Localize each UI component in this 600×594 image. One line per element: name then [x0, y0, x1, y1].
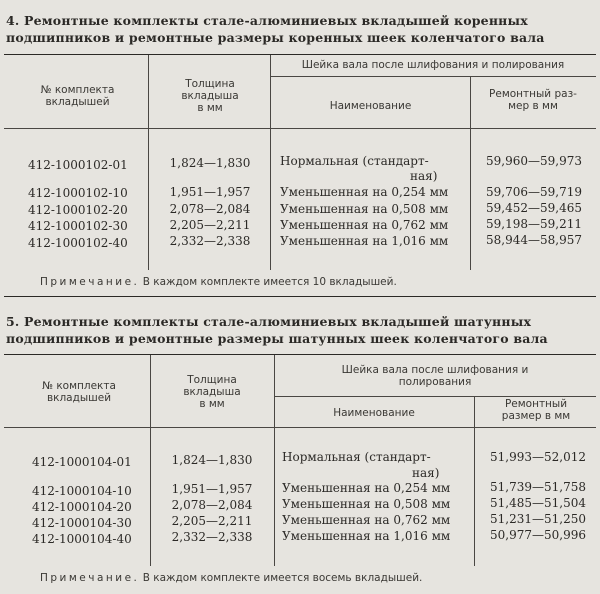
table-row-size: 58,944—58,957	[486, 233, 582, 247]
table-row-code: 412-1000104-10	[32, 484, 132, 498]
table-4-header-set-no: № комплекта вкладышей	[40, 84, 115, 108]
table-5-col-divider	[150, 355, 151, 566]
table-row-name: Уменьшенная на 0,508 мм	[280, 202, 449, 216]
table-row-thickness: 2,332—2,338	[171, 530, 253, 544]
table-row-name-cont: ная)	[412, 466, 440, 480]
table-5-header-journal: Шейка вала после шлифования и полирования	[341, 364, 529, 388]
title-line: 4. Ремонтные комплекты стале-алюминиевых вкладышей коренных	[6, 13, 528, 28]
table-row-size: 59,198—59,211	[486, 217, 582, 231]
table-5-header-subrule	[274, 396, 596, 397]
table-row-size: 51,231—51,250	[490, 512, 586, 526]
table-row-size: 50,977—50,996	[490, 528, 586, 542]
table-row-thickness: 2,332—2,338	[169, 234, 251, 248]
table-4-top-rule	[4, 54, 596, 55]
table-row-thickness: 1,824—1,830	[169, 156, 251, 170]
table-row-size: 51,993—52,012	[490, 450, 586, 464]
title-line: подшипников и ремонтные размеры шатунных шеек коленчатого вала	[6, 331, 548, 346]
table-row-thickness: 2,205—2,211	[169, 218, 251, 232]
table-5-header-thickness: Толщина вкладыша в мм	[183, 374, 241, 410]
table-row-thickness: 1,951—1,957	[171, 482, 253, 496]
table-5-title	[6, 313, 591, 347]
table-row-name-cont: ная)	[410, 169, 438, 183]
table-row-code: 412-1000104-01	[32, 455, 132, 469]
table-row-name: Уменьшенная на 0,762 мм	[282, 513, 451, 527]
table-row-name: Уменьшенная на 1,016 мм	[282, 529, 451, 543]
table-4-title	[6, 12, 591, 46]
table-5-col-divider	[274, 355, 275, 566]
table-row-name: Уменьшенная на 0,508 мм	[282, 497, 451, 511]
table-4-header-thickness: Толщина вкладыша в мм	[181, 78, 239, 114]
table-row-thickness: 2,078—2,084	[171, 498, 253, 512]
table-row-name: Нормальная (стандарт-	[280, 154, 429, 168]
table-row-code: 412-1000102-01	[28, 158, 128, 172]
table-row-thickness: 1,951—1,957	[169, 185, 251, 199]
table-4-col-divider	[148, 55, 149, 270]
table-5-header-set-no: № комплекта вкладышей	[42, 380, 116, 404]
table-4-header-journal: Шейка вала после шлифования и полирования	[301, 59, 565, 71]
table-row-thickness: 2,205—2,211	[171, 514, 253, 528]
table-row-name: Уменьшенная на 1,016 мм	[280, 234, 449, 248]
table-row-name: Нормальная (стандарт-	[282, 450, 431, 464]
table-row-code: 412-1000104-30	[32, 516, 132, 530]
table-4-header-subrule	[270, 76, 596, 77]
table-row-code: 412-1000102-40	[28, 236, 128, 250]
table-row-code: 412-1000104-20	[32, 500, 132, 514]
table-row-code: 412-1000102-30	[28, 219, 128, 233]
table-5-header-size: Ремонтный размер в мм	[501, 398, 571, 422]
table-row-name: Уменьшенная на 0,254 мм	[282, 481, 451, 495]
section-separator	[4, 296, 596, 297]
table-5-top-rule	[4, 354, 596, 355]
table-row-size: 59,452—59,465	[486, 201, 582, 215]
table-row-name: Уменьшенная на 0,254 мм	[280, 185, 449, 199]
table-row-name: Уменьшенная на 0,762 мм	[280, 218, 449, 232]
table-5-note: Примечание. В каждом комплекте имеется восемь вкладышей.	[40, 572, 423, 584]
table-row-code: 412-1000102-10	[28, 186, 128, 200]
title-line: 5. Ремонтные комплекты стале-алюминиевых вкладышей шатунных	[6, 314, 532, 329]
table-row-size: 59,706—59,719	[486, 185, 582, 199]
table-row-thickness: 1,824—1,830	[171, 453, 253, 467]
table-4-note: Примечание. В каждом комплекте имеется 10 вкладышей.	[40, 276, 397, 288]
table-row-code: 412-1000102-20	[28, 203, 128, 217]
table-4-header-name: Наименование	[329, 100, 412, 112]
table-4-header-bottom-rule	[4, 128, 596, 129]
table-row-size: 51,485—51,504	[490, 496, 586, 510]
table-row-code: 412-1000104-40	[32, 532, 132, 546]
table-row-size: 51,739—51,758	[490, 480, 586, 494]
table-4-header-size: Ремонтный раз- мер в мм	[489, 88, 577, 112]
table-5-header-bottom-rule	[4, 427, 596, 428]
table-4-col-divider	[270, 55, 271, 270]
table-row-thickness: 2,078—2,084	[169, 202, 251, 216]
table-5-header-name: Наименование	[333, 407, 415, 419]
title-line: подшипников и ремонтные размеры коренных шеек коленчатого вала	[6, 30, 545, 45]
table-row-size: 59,960—59,973	[486, 154, 582, 168]
